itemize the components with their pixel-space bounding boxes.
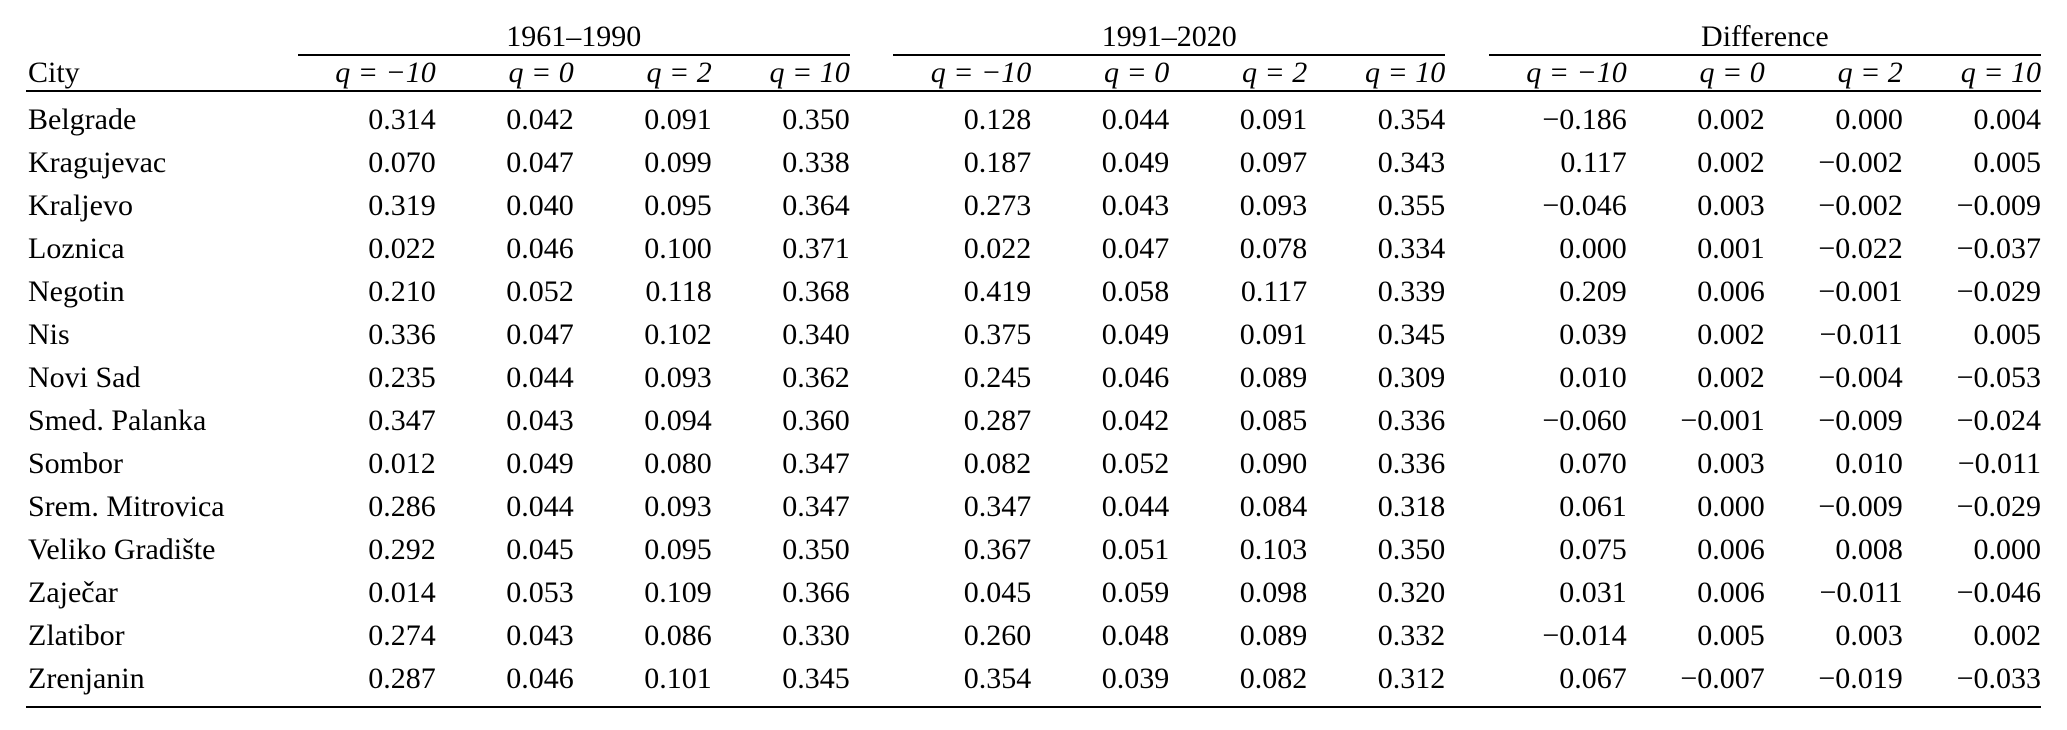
row-value: 0.094 (644, 403, 712, 437)
row-gap (1445, 571, 1488, 614)
group-gap-1 (850, 10, 893, 54)
row-value: 0.095 (644, 188, 712, 222)
row-gap (1445, 528, 1488, 571)
row-gap (850, 657, 893, 700)
row-value: 0.040 (506, 188, 574, 222)
row-value: 0.004 (1973, 102, 2041, 136)
row-value: 0.002 (1697, 102, 1765, 136)
column-header-g2-q-10: q = −10 (930, 56, 1032, 89)
row-value: 0.235 (368, 360, 436, 394)
row-value: 0.118 (645, 274, 712, 308)
row-value: 0.044 (506, 360, 574, 394)
row-value: 0.098 (1239, 575, 1308, 609)
row-value: −0.002 (1818, 145, 1903, 179)
column-header-g1-q0: q = 0 (508, 56, 574, 89)
row-value: 0.045 (963, 575, 1032, 609)
row-value: 0.000 (1835, 102, 1903, 136)
row-value: 0.070 (368, 145, 436, 179)
row-value: −0.009 (1818, 403, 1903, 437)
row-value: 0.010 (1559, 360, 1627, 394)
row-value: 0.350 (782, 532, 850, 566)
row-gap (1445, 356, 1488, 399)
row-value: 0.103 (1239, 532, 1308, 566)
row-value: 0.355 (1377, 188, 1446, 222)
row-value: 0.078 (1239, 231, 1308, 265)
row-value: 0.336 (1377, 446, 1446, 480)
row-value: 0.332 (1377, 618, 1446, 652)
table-row (26, 571, 2041, 614)
row-value: 0.044 (1101, 102, 1170, 136)
row-value: 0.273 (963, 188, 1032, 222)
row-city: Zaječar (28, 575, 118, 609)
row-value: −0.019 (1818, 661, 1903, 695)
row-value: 0.345 (1377, 317, 1446, 351)
row-value: 0.314 (368, 102, 436, 136)
row-value: 0.001 (1697, 231, 1765, 265)
row-value: 0.339 (1377, 274, 1446, 308)
row-gap (1445, 270, 1488, 313)
row-gap (850, 442, 893, 485)
row-value: 0.005 (1697, 618, 1765, 652)
row-value: 0.022 (963, 231, 1032, 265)
column-header-g2-q0: q = 0 (1104, 56, 1170, 89)
row-value: 0.044 (1101, 489, 1170, 523)
table-row (26, 184, 2041, 227)
row-value: 0.362 (782, 360, 850, 394)
table-row (26, 313, 2041, 356)
row-value: 0.089 (1239, 360, 1308, 394)
row-value: 0.003 (1835, 618, 1903, 652)
row-city: Negotin (28, 274, 125, 308)
row-value: 0.048 (1101, 618, 1170, 652)
row-value: 0.006 (1697, 575, 1765, 609)
row-value: −0.011 (1819, 575, 1903, 609)
row-value: 0.102 (644, 317, 712, 351)
row-value: 0.000 (1697, 489, 1765, 523)
row-value: 0.367 (963, 532, 1032, 566)
row-city: Zrenjanin (28, 661, 145, 695)
row-value: 0.082 (1239, 661, 1308, 695)
row-gap (850, 184, 893, 227)
row-value: 0.117 (1240, 274, 1308, 308)
row-value: 0.286 (368, 489, 436, 523)
row-value: 0.338 (782, 145, 850, 179)
row-value: 0.000 (1559, 231, 1627, 265)
table-row (26, 614, 2041, 657)
row-value: 0.003 (1697, 446, 1765, 480)
row-gap (1445, 313, 1488, 356)
column-header-g3-q2: q = 2 (1837, 56, 1903, 89)
row-city: Kragujevac (28, 145, 167, 179)
row-value: 0.042 (506, 102, 574, 136)
row-value: 0.287 (963, 403, 1032, 437)
group-header-2: 1991–2020 (1101, 20, 1237, 53)
row-value: 0.089 (1239, 618, 1308, 652)
row-value: 0.099 (644, 145, 712, 179)
row-value: 0.082 (963, 446, 1032, 480)
column-header-g2-q10: q = 10 (1365, 56, 1446, 89)
group-header-3: Difference (1701, 20, 1829, 53)
row-value: 0.287 (368, 661, 436, 695)
row-value: 0.061 (1559, 489, 1627, 523)
row-value: 0.043 (506, 618, 574, 652)
row-value: −0.186 (1542, 102, 1627, 136)
row-city: Nis (28, 317, 70, 351)
row-value: 0.005 (1973, 145, 2041, 179)
row-value: 0.101 (644, 661, 712, 695)
row-value: 0.052 (506, 274, 574, 308)
row-value: 0.340 (782, 317, 850, 351)
row-gap (1445, 227, 1488, 270)
row-gap (850, 528, 893, 571)
row-value: 0.002 (1697, 317, 1765, 351)
column-header-g1-q-10: q = −10 (335, 56, 436, 89)
row-value: 0.187 (963, 145, 1032, 179)
row-value: 0.052 (1101, 446, 1170, 480)
row-value: −0.004 (1818, 360, 1903, 394)
table-body (26, 98, 2041, 700)
column-header-g1-q10: q = 10 (769, 56, 850, 89)
group-gap-2 (1445, 10, 1488, 54)
column-header-g3-q0: q = 0 (1699, 56, 1765, 89)
row-value: −0.001 (1818, 274, 1903, 308)
row-value: 0.330 (782, 618, 850, 652)
row-value: 0.044 (506, 489, 574, 523)
row-value: 0.309 (1377, 360, 1446, 394)
column-header-g3-q-10: q = −10 (1526, 56, 1627, 89)
row-value: 0.047 (506, 317, 574, 351)
row-gap (850, 98, 893, 141)
row-gap (850, 399, 893, 442)
row-city: Srem. Mitrovica (28, 489, 225, 523)
row-value: 0.053 (506, 575, 574, 609)
row-gap (850, 270, 893, 313)
row-value: 0.042 (1101, 403, 1170, 437)
row-value: 0.334 (1377, 231, 1446, 265)
row-value: 0.354 (1377, 102, 1446, 136)
row-value: 0.002 (1973, 618, 2041, 652)
row-gap (850, 356, 893, 399)
row-value: −0.002 (1818, 188, 1903, 222)
row-gap (1445, 98, 1488, 141)
column-header-g2-q2: q = 2 (1242, 56, 1308, 89)
row-value: 0.347 (782, 446, 850, 480)
table-head (26, 10, 2041, 98)
row-gap (1445, 442, 1488, 485)
group-header-1: 1961–1990 (506, 20, 642, 53)
row-value: 0.006 (1697, 274, 1765, 308)
row-value: 0.345 (782, 661, 850, 695)
row-value: 0.059 (1101, 575, 1170, 609)
row-value: 0.350 (782, 102, 850, 136)
table-row (26, 485, 2041, 528)
table-row (26, 98, 2041, 141)
row-value: 0.091 (644, 102, 712, 136)
row-value: 0.008 (1835, 532, 1903, 566)
row-value: −0.046 (1542, 188, 1627, 222)
row-value: 0.292 (368, 532, 436, 566)
bottomrule-line (26, 706, 2041, 708)
table-row (26, 356, 2041, 399)
row-gap (1445, 614, 1488, 657)
row-value: 0.109 (644, 575, 712, 609)
row-value: −0.024 (1956, 403, 2041, 437)
row-value: 0.347 (782, 489, 850, 523)
row-value: 0.049 (1101, 317, 1170, 351)
row-value: 0.093 (644, 360, 712, 394)
row-value: 0.002 (1697, 145, 1765, 179)
row-value: 0.419 (963, 274, 1032, 308)
row-value: −0.060 (1542, 403, 1627, 437)
table-row (26, 442, 2041, 485)
row-value: 0.043 (1101, 188, 1170, 222)
row-value: 0.045 (506, 532, 574, 566)
row-value: 0.347 (368, 403, 436, 437)
row-value: 0.003 (1697, 188, 1765, 222)
row-value: 0.014 (368, 575, 436, 609)
row-value: −0.009 (1818, 489, 1903, 523)
row-value: 0.051 (1101, 532, 1170, 566)
row-gap (850, 313, 893, 356)
row-value: 0.350 (1377, 532, 1446, 566)
row-value: 0.000 (1973, 532, 2041, 566)
row-value: 0.320 (1377, 575, 1446, 609)
row-value: 0.093 (1239, 188, 1308, 222)
row-value: 0.090 (1239, 446, 1308, 480)
row-value: −0.001 (1680, 403, 1765, 437)
row-value: 0.095 (644, 532, 712, 566)
row-value: −0.011 (1819, 317, 1903, 351)
row-value: 0.354 (963, 661, 1032, 695)
row-gap (850, 485, 893, 528)
row-value: 0.047 (1101, 231, 1170, 265)
row-value: 0.360 (782, 403, 850, 437)
row-value: 0.336 (368, 317, 436, 351)
row-value: −0.033 (1956, 661, 2041, 695)
row-value: 0.347 (963, 489, 1032, 523)
table-row (26, 528, 2041, 571)
row-gap (1445, 485, 1488, 528)
row-value: 0.046 (1101, 360, 1170, 394)
row-value: 0.086 (644, 618, 712, 652)
row-value: −0.046 (1956, 575, 2041, 609)
row-value: 0.039 (1559, 317, 1627, 351)
row-value: 0.049 (506, 446, 574, 480)
row-value: 0.070 (1559, 446, 1627, 480)
row-value: 0.080 (644, 446, 712, 480)
row-value: 0.312 (1377, 661, 1446, 695)
row-gap (1445, 399, 1488, 442)
column-header-row (26, 56, 2041, 90)
row-value: 0.043 (506, 403, 574, 437)
column-header-gap-2 (1445, 56, 1488, 90)
table-foot (26, 700, 2041, 708)
row-value: 0.046 (506, 661, 574, 695)
row-value: 0.343 (1377, 145, 1446, 179)
row-city: Kraljevo (28, 188, 133, 222)
row-value: 0.058 (1101, 274, 1170, 308)
row-gap (1445, 141, 1488, 184)
table-row (26, 399, 2041, 442)
row-value: 0.274 (368, 618, 436, 652)
table-row (26, 657, 2041, 700)
row-gap (850, 227, 893, 270)
row-value: 0.375 (963, 317, 1032, 351)
row-value: 0.364 (782, 188, 850, 222)
table-row (26, 141, 2041, 184)
row-value: −0.009 (1956, 188, 2041, 222)
row-city: Sombor (28, 446, 124, 480)
row-value: 0.006 (1697, 532, 1765, 566)
row-value: −0.053 (1956, 360, 2041, 394)
row-value: 0.210 (368, 274, 436, 308)
row-value: 0.128 (963, 102, 1032, 136)
row-value: 0.047 (506, 145, 574, 179)
row-value: 0.091 (1239, 317, 1308, 351)
column-header-g1-q2: q = 2 (646, 56, 712, 89)
row-value: 0.371 (782, 231, 850, 265)
row-value: 0.002 (1697, 360, 1765, 394)
row-city: Novi Sad (28, 360, 141, 394)
row-value: −0.014 (1542, 618, 1627, 652)
row-gap (1445, 184, 1488, 227)
row-city: Zlatibor (28, 618, 125, 652)
table-row (26, 270, 2041, 313)
row-value: 0.368 (782, 274, 850, 308)
row-value: −0.022 (1818, 231, 1903, 265)
row-value: 0.022 (368, 231, 436, 265)
row-value: 0.049 (1101, 145, 1170, 179)
row-value: 0.075 (1559, 532, 1627, 566)
row-value: 0.318 (1377, 489, 1446, 523)
row-city: Belgrade (28, 102, 137, 136)
row-value: 0.245 (963, 360, 1032, 394)
row-value: 0.093 (644, 489, 712, 523)
row-value: 0.046 (506, 231, 574, 265)
row-value: 0.336 (1377, 403, 1446, 437)
row-value: 0.366 (782, 575, 850, 609)
group-header-row (26, 10, 2041, 54)
row-value: −0.007 (1680, 661, 1765, 695)
row-value: −0.011 (1957, 446, 2041, 480)
row-value: −0.029 (1956, 489, 2041, 523)
column-header-g3-q10: q = 10 (1960, 56, 2041, 89)
table-row (26, 227, 2041, 270)
bottom-rule-row (26, 706, 2041, 708)
column-header-gap-1 (850, 56, 893, 90)
row-value: 0.091 (1239, 102, 1308, 136)
group-header-spacer (26, 10, 298, 54)
results-table (26, 10, 2041, 708)
row-value: 0.209 (1559, 274, 1627, 308)
row-gap (850, 141, 893, 184)
row-value: 0.319 (368, 188, 436, 222)
row-value: −0.029 (1956, 274, 2041, 308)
row-value: 0.117 (1560, 145, 1627, 179)
row-city: Smed. Palanka (28, 403, 207, 437)
row-value: 0.031 (1559, 575, 1627, 609)
row-gap (850, 614, 893, 657)
row-value: 0.100 (644, 231, 712, 265)
row-city: Loznica (28, 231, 125, 265)
row-value: 0.010 (1835, 446, 1903, 480)
row-gap (1445, 657, 1488, 700)
column-header-city: City (28, 56, 80, 89)
row-value: 0.260 (963, 618, 1032, 652)
row-value: 0.012 (368, 446, 436, 480)
row-value: −0.037 (1956, 231, 2041, 265)
row-value: 0.039 (1101, 661, 1170, 695)
row-value: 0.097 (1239, 145, 1308, 179)
row-value: 0.005 (1973, 317, 2041, 351)
row-gap (850, 571, 893, 614)
row-value: 0.084 (1239, 489, 1308, 523)
row-value: 0.085 (1239, 403, 1308, 437)
row-city: Veliko Gradište (28, 532, 216, 566)
row-value: 0.067 (1559, 661, 1627, 695)
